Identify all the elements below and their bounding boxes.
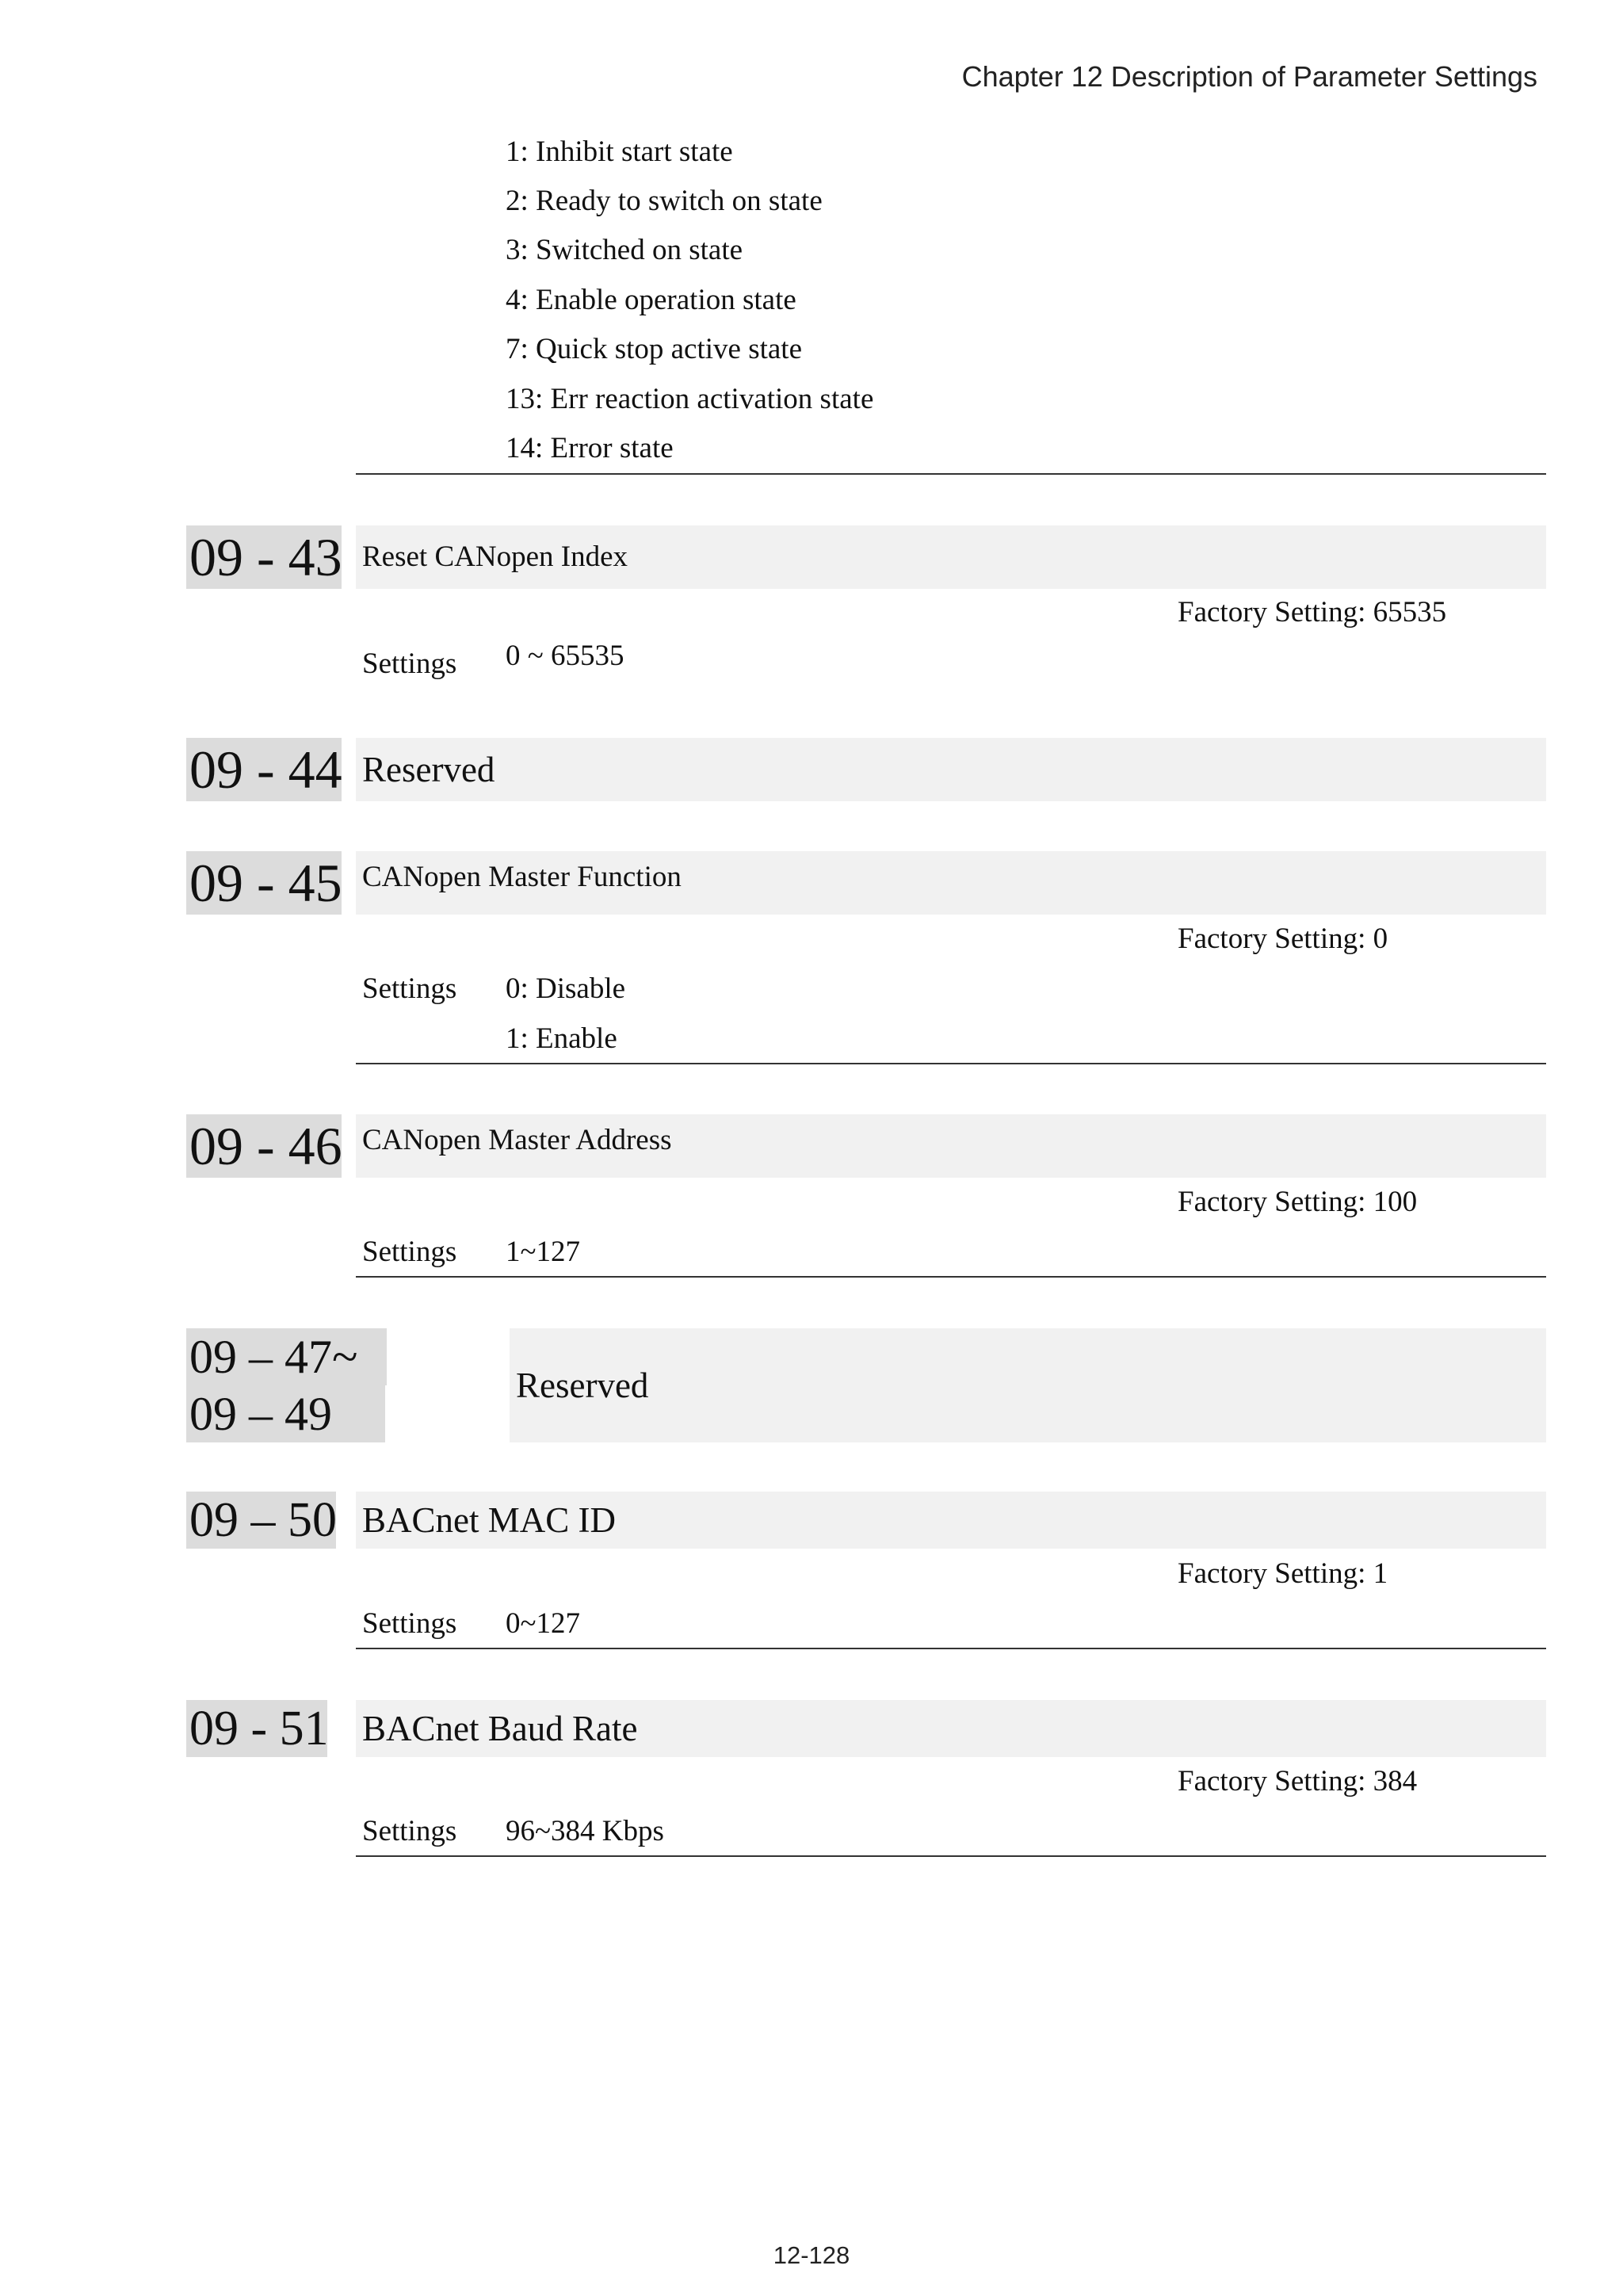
factory-setting: Factory Setting: 65535 xyxy=(1178,596,1447,628)
list-item: 1: Inhibit start state xyxy=(506,136,733,168)
param-title: BACnet MAC ID xyxy=(356,1492,1546,1549)
param-title: Reserved xyxy=(510,1328,1546,1442)
param-number: 09 - 45 xyxy=(186,851,342,915)
param-title: Reset CANopen Index xyxy=(356,525,1546,589)
page-header: Chapter 12 Description of Parameter Settings xyxy=(961,60,1537,93)
settings-value: 1~127 xyxy=(506,1236,581,1268)
list-item: 2: Ready to switch on state xyxy=(506,185,823,217)
param-number-end: 09 – 49 xyxy=(186,1385,385,1442)
divider xyxy=(356,473,1546,475)
settings-value: 96~384 Kbps xyxy=(506,1815,664,1847)
param-number: 09 - 46 xyxy=(186,1114,342,1178)
page-number: 12-128 xyxy=(773,2241,850,2269)
divider xyxy=(356,1063,1546,1064)
divider xyxy=(356,1855,1546,1857)
param-number: 09 – 50 xyxy=(186,1492,336,1549)
param-title: BACnet Baud Rate xyxy=(356,1700,1546,1757)
param-title: CANopen Master Address xyxy=(356,1114,1546,1178)
list-item: 14: Error state xyxy=(506,432,674,464)
factory-setting: Factory Setting: 384 xyxy=(1178,1765,1418,1797)
param-number: 09 - 43 xyxy=(186,525,342,589)
divider xyxy=(356,1648,1546,1649)
settings-value: 1: Enable xyxy=(506,1022,617,1055)
settings-label: Settings xyxy=(362,1236,457,1268)
factory-setting: Factory Setting: 1 xyxy=(1178,1557,1388,1590)
settings-label: Settings xyxy=(362,1607,457,1640)
settings-label: Settings xyxy=(362,648,457,680)
list-item: 13: Err reaction activation state xyxy=(506,383,874,415)
param-number: 09 - 44 xyxy=(186,738,342,801)
list-item: 7: Quick stop active state xyxy=(506,333,803,365)
settings-value: 0: Disable xyxy=(506,972,626,1005)
param-number-start: 09 – 47~ xyxy=(186,1328,387,1385)
list-item: 4: Enable operation state xyxy=(506,284,796,316)
param-number: 09 - 51 xyxy=(186,1700,327,1757)
settings-value: 0~127 xyxy=(506,1607,581,1640)
factory-setting: Factory Setting: 0 xyxy=(1178,923,1388,955)
param-title: CANopen Master Function xyxy=(356,851,1546,915)
divider xyxy=(356,1276,1546,1278)
settings-label: Settings xyxy=(362,972,457,1005)
param-title: Reserved xyxy=(356,738,1546,801)
factory-setting: Factory Setting: 100 xyxy=(1178,1186,1418,1218)
settings-value: 0 ~ 65535 xyxy=(506,640,624,672)
list-item: 3: Switched on state xyxy=(506,234,743,266)
settings-label: Settings xyxy=(362,1815,457,1847)
